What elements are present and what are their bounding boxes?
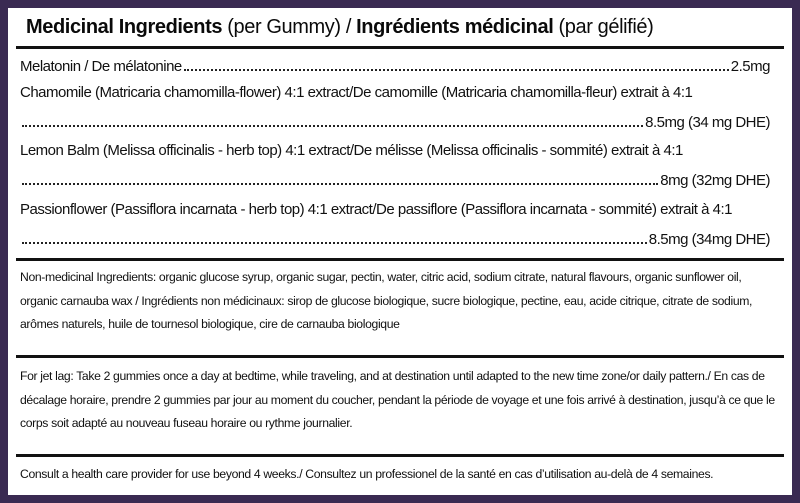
directions-text: For jet lag: Take 2 gummies once a day at bedtime, while traveling, and at destination until adapted to the new time zone/or daily pattern./ En cas de décalage horaire, prendre 2 gummies par jour au moment du coucher, pendant la période de voyage et une fois arrivé à destination, jusqu’à ce que le corps soit adapté au nouveau fuseau horaire ou rythme journalier. xyxy=(20,369,775,430)
directions-divider xyxy=(16,454,784,457)
header-title-fr: Ingrédients médicinal xyxy=(356,16,554,38)
ingredient-name: Melatonin / De mélatonine xyxy=(20,58,182,75)
ingredient-amount: 2.5mg xyxy=(730,58,770,75)
panel-header xyxy=(26,16,784,39)
header-title-en: Medicinal Ingredients xyxy=(26,16,223,38)
non-medicinal-divider xyxy=(16,355,784,358)
dot-leader xyxy=(184,69,729,71)
ingredient-amount: 8mg (32mg DHE) xyxy=(660,172,770,189)
ingredient-row-melatonin xyxy=(20,58,770,75)
caution-text: Consult a health care provider for use beyond 4 weeks./ Consultez un professionel de la santé en cas d’utilisation au-delà de 4 semaines. xyxy=(20,467,714,481)
ingredient-row-chamomile xyxy=(20,114,770,131)
ingredient-amount: 8.5mg (34 mg DHE) xyxy=(645,114,770,131)
ingredient-desc-passionflower: Passionflower (Passiflora incarnata - herb top) 4:1 extract/De passiflore (Passiflora incarnata - sommité) extrait à 4:1 xyxy=(20,201,732,218)
ingredient-desc-chamomile: Chamomile (Matricaria chamomilla-flower) 4:1 extract/De camomille (Matricaria chamomilla-fleur) extrait à 4:1 xyxy=(20,84,693,101)
dot-leader xyxy=(22,242,647,244)
non-medicinal-ingredients: Non-medicinal Ingredients: organic glucose syrup, organic sugar, pectin, water, citric acid, sodium citrate, natural flavours, organic sunflower oil, organic carnauba wax / Ingrédients non médicinaux: sirop de glucose biologique, sucre biologique, pectine, eau, acide citrique, citrate de sodium, arômes naturels, huile de tournesol biologique, cire de carnauba biologique xyxy=(20,270,753,331)
header-qualifier-fr: (par gélifié) xyxy=(558,16,654,38)
ingredient-desc-lemon-balm: Lemon Balm (Melissa officinalis - herb top) 4:1 extract/De mélisse (Melissa officinalis - sommité) extrait à 4:1 xyxy=(20,142,683,159)
medicinal-divider xyxy=(16,258,784,261)
dot-leader xyxy=(22,125,643,127)
header-separator: / xyxy=(340,16,357,38)
dot-leader xyxy=(22,183,658,185)
header-divider xyxy=(16,46,784,49)
supplement-facts-panel xyxy=(8,8,792,495)
ingredient-row-lemon-balm xyxy=(20,172,770,189)
ingredient-row-passionflower xyxy=(20,231,770,248)
ingredient-amount: 8.5mg (34mg DHE) xyxy=(648,231,770,248)
header-qualifier-en: (per Gummy) xyxy=(227,16,341,38)
